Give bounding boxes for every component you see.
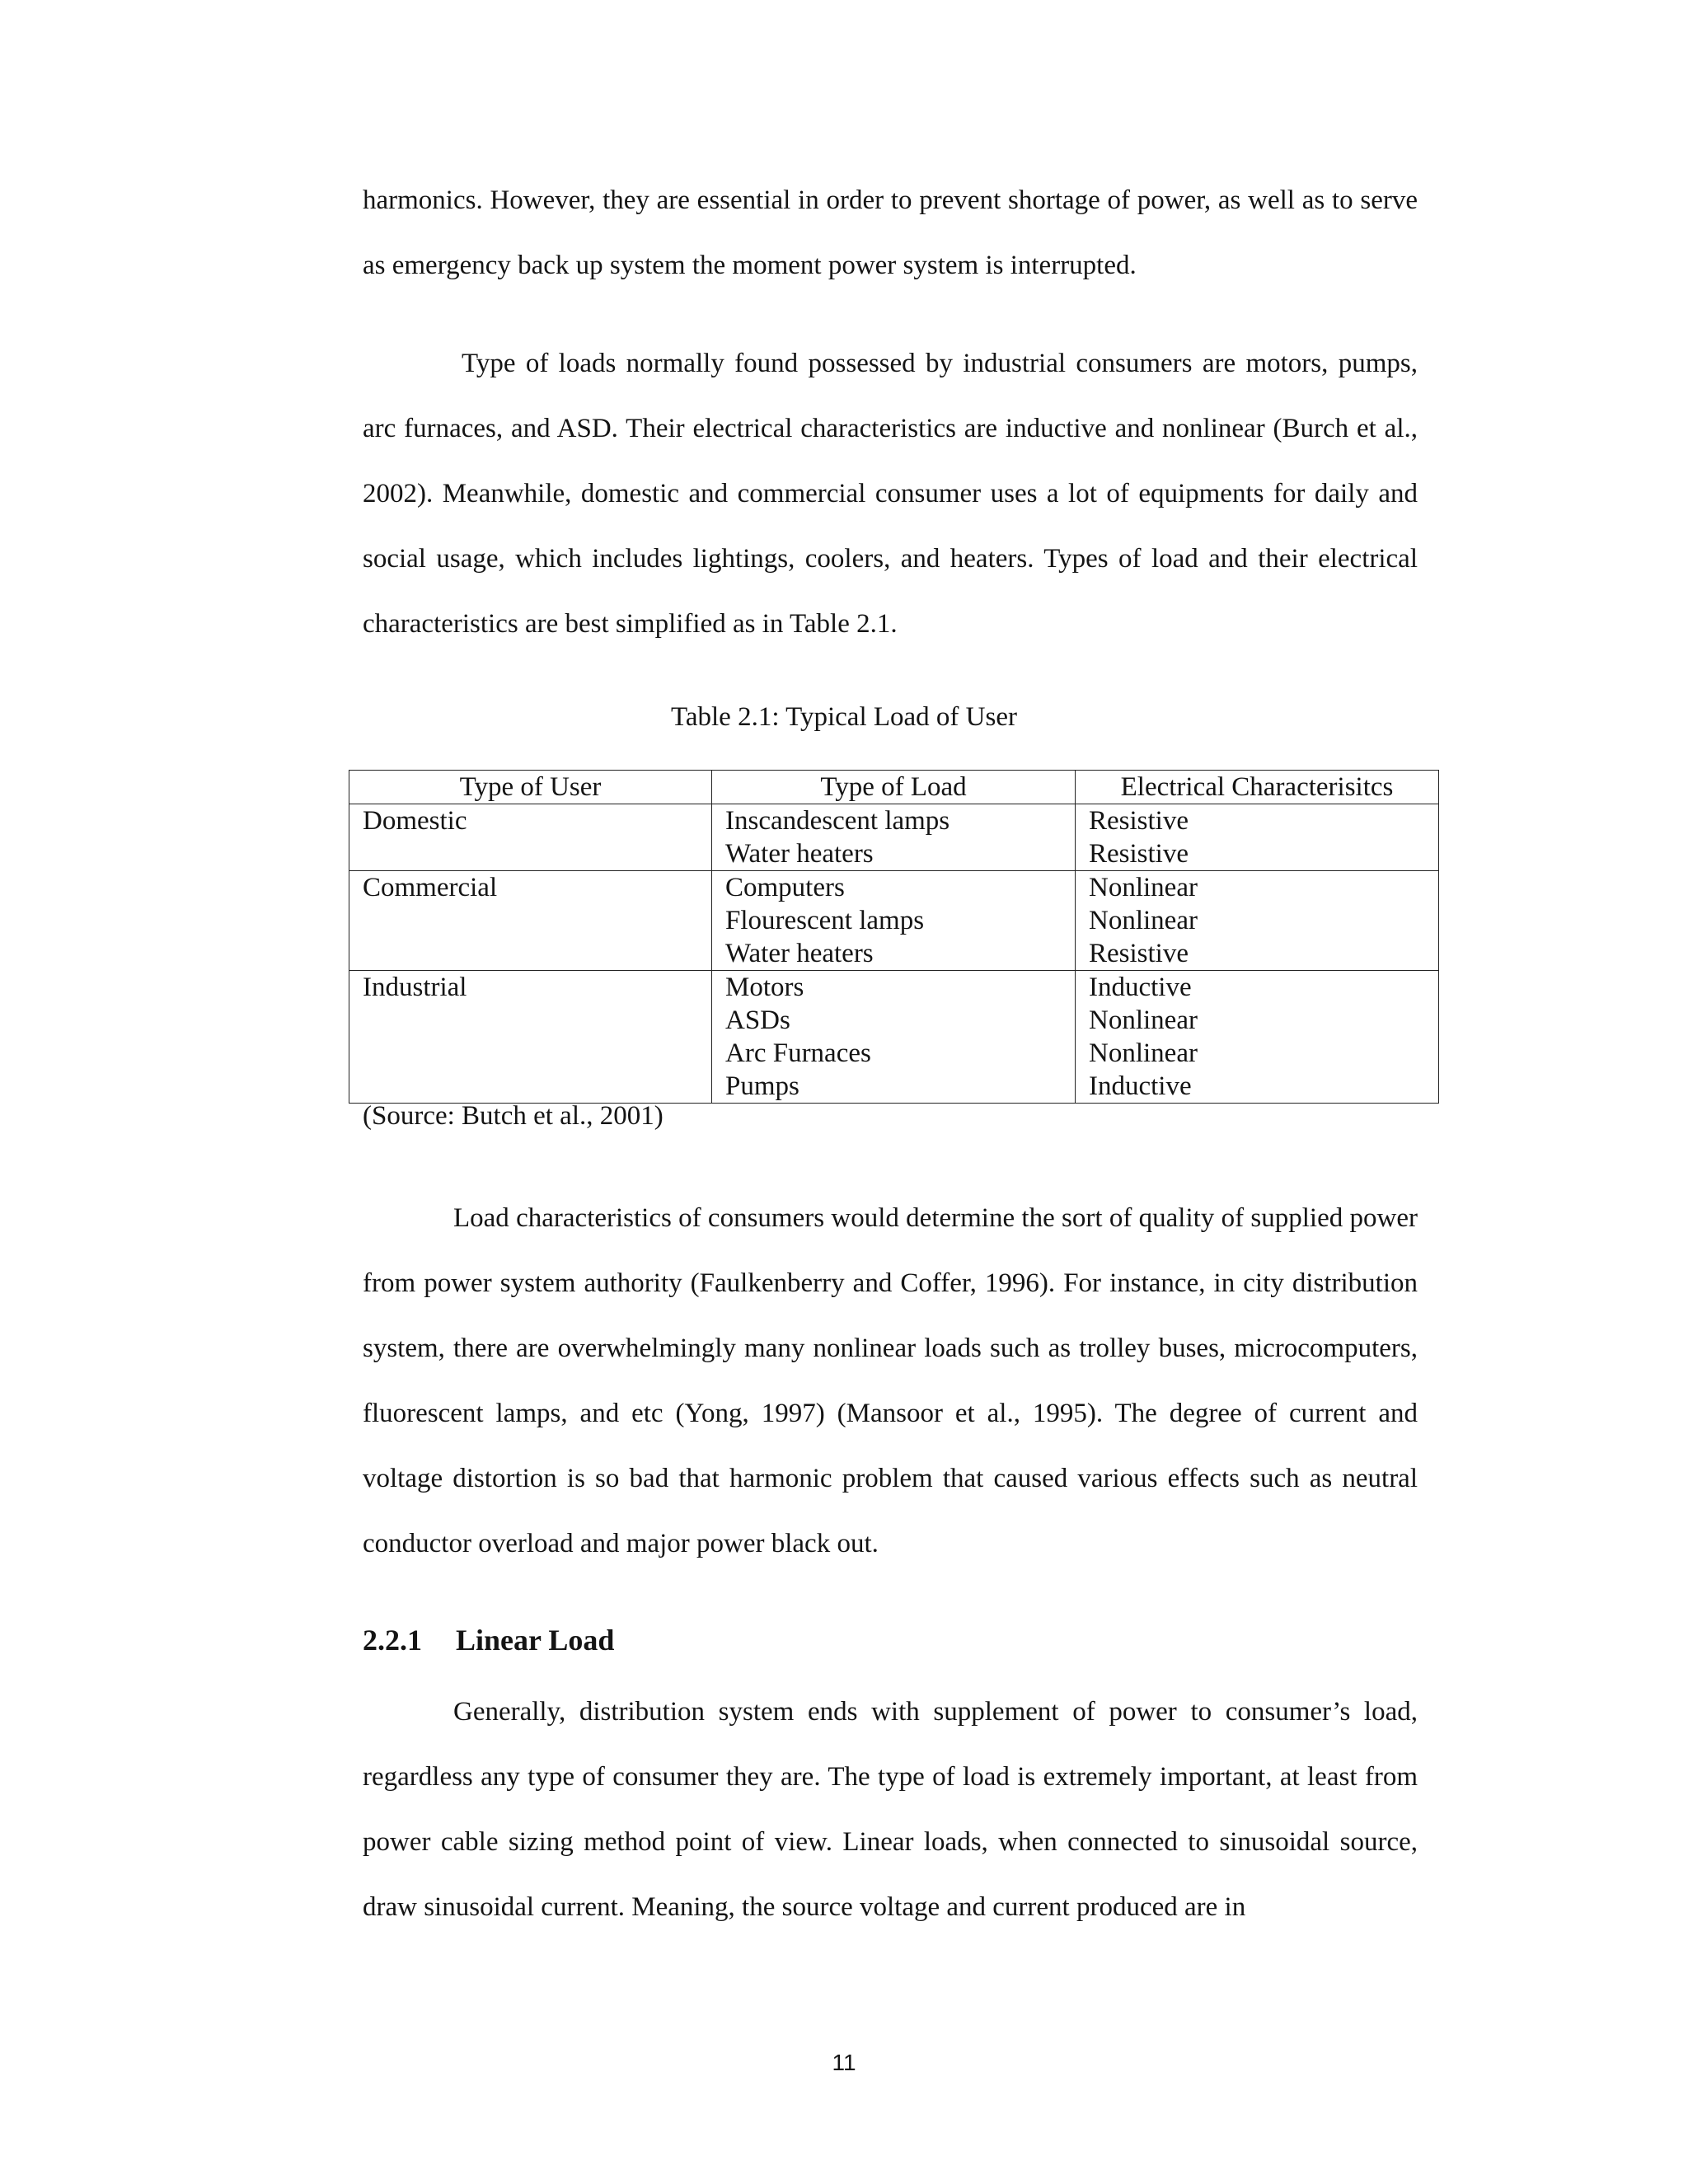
load-item: Motors (725, 972, 804, 1002)
paragraph-linear-load: Generally, distribution system ends with supplement of power to consumer’s load, regardless any type of consumer they are. The type of load is extremely important, at least from power cable sizing method point of view. Linear loads, when connected to sinusoidal source, draw sinusoidal current. Meaning, the source voltage and current produced are in (363, 1697, 1418, 1922)
user-industrial: Industrial (363, 972, 467, 1002)
table-row (349, 971, 1439, 1104)
user-commercial: Commercial (363, 873, 498, 902)
paragraph-load-characteristics: Load characteristics of consumers would determine the sort of quality of supplied power from power system authority (Faulkenberry and Coffer, 1996). For instance, in city distribution system, there are overwhelmingly many nonlinear loads such as trolley buses, microcomputers, fluorescent lamps, and etc (Yong, 1997) (Mansoor et al., 1995). The degree of current and voltage distortion is so bad that harmonic problem that caused various effects such as neutral conductor overload and major power black out. (363, 1203, 1418, 1558)
header-type-of-user: Type of User (349, 771, 712, 804)
header-type-of-load: Type of Load (712, 771, 1076, 804)
paragraph-harmonics: harmonics. However, they are essential in order to prevent shortage of power, as well as to serve as emergency back up system the moment power system is interrupted. (363, 185, 1418, 280)
load-item: Water heaters (725, 939, 874, 968)
cell-user (349, 871, 712, 971)
characteristic-item: Inductive (1089, 972, 1192, 1002)
load-item: Inscandescent lamps (725, 806, 950, 836)
load-item: Computers (725, 873, 845, 902)
characteristic-item: Nonlinear (1089, 1038, 1198, 1068)
cell-loads (712, 971, 1076, 1104)
table-row (349, 804, 1439, 871)
characteristic-item: Resistive (1089, 939, 1189, 968)
table-caption: Table 2.1: Typical Load of User (671, 702, 1017, 732)
load-item: Water heaters (725, 839, 874, 869)
header-electrical-characteristics: Electrical Characterisitcs (1076, 771, 1439, 804)
characteristic-item: Resistive (1089, 806, 1189, 836)
section-number: 2.2.1 (363, 1624, 422, 1657)
cell-loads (712, 804, 1076, 871)
typical-load-table (349, 770, 1439, 1104)
cell-characteristics (1076, 971, 1439, 1104)
cell-user (349, 971, 712, 1104)
characteristic-item: Nonlinear (1089, 906, 1198, 935)
table-source: (Source: Butch et al., 2001) (363, 1101, 663, 1131)
characteristic-item: Nonlinear (1089, 873, 1198, 902)
cell-loads (712, 871, 1076, 971)
user-domestic: Domestic (363, 806, 467, 836)
table-header-row (349, 771, 1439, 804)
characteristic-item: Nonlinear (1089, 1005, 1198, 1035)
characteristic-item: Resistive (1089, 839, 1189, 869)
load-item: Pumps (725, 1071, 799, 1101)
page-number: 11 (832, 2050, 856, 2075)
section-title: Linear Load (456, 1624, 615, 1657)
paragraph-load-types: Type of loads normally found possessed by industrial consumers are motors, pumps, arc furnaces, and ASD. Their electrical characteristics are inductive and nonlinear (Burch et al., 2002). Meanwhile, domestic and commercial consumer uses a lot of equipments for daily and social usage, which includes lightings, coolers, and heaters. Types of load and their electrical characteristics are best simplified as in Table 2.1. (363, 349, 1418, 639)
load-item: Arc Furnaces (725, 1038, 871, 1068)
section-heading (363, 1622, 614, 1658)
load-item: ASDs (725, 1005, 790, 1035)
cell-characteristics (1076, 871, 1439, 971)
load-item: Flourescent lamps (725, 906, 925, 935)
characteristic-item: Inductive (1089, 1071, 1192, 1101)
cell-user (349, 804, 712, 871)
table-row (349, 871, 1439, 971)
cell-characteristics (1076, 804, 1439, 871)
